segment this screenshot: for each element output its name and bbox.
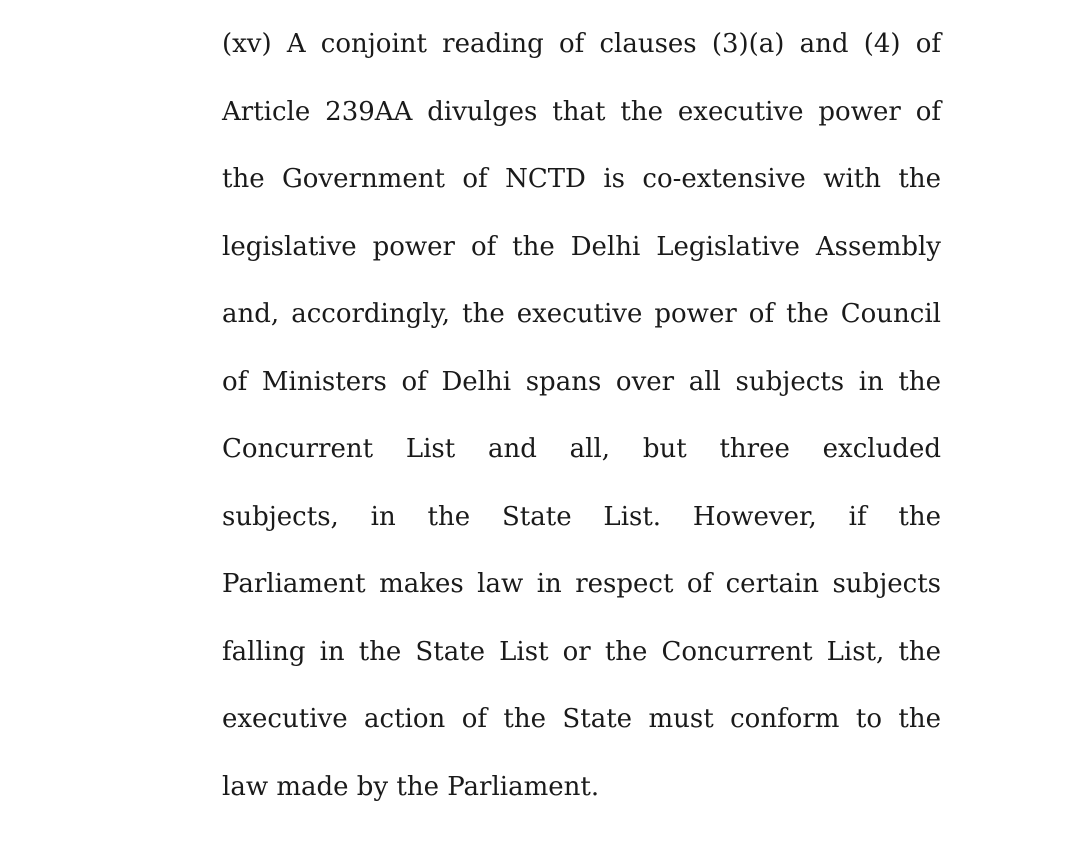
- text-line: executive action of the State must conform to the: [222, 704, 941, 734]
- text-line: the Government of NCTD is co-extensive with the: [222, 164, 941, 194]
- text-line: subjects, in the State List. However, if the: [222, 501, 941, 532]
- text-line: of Ministers of Delhi spans over all subjects in the: [222, 366, 941, 397]
- text-line: legislative power of the Delhi Legislative Assembly: [222, 231, 941, 262]
- paragraph-xv: [222, 22, 941, 832]
- text-line: Parliament makes law in respect of certain subjects: [222, 569, 941, 599]
- text-line: falling in the State List or the Concurrent List, the: [222, 636, 941, 667]
- text-line: Concurrent List and all, but three excluded: [222, 434, 941, 464]
- text-line: (xv) A conjoint reading of clauses (3)(a) and (4) of: [222, 29, 941, 59]
- text-line-last: law made by the Parliament.: [222, 771, 600, 802]
- text-line: and, accordingly, the executive power of the Council: [222, 299, 941, 329]
- text-line: Article 239AA divulges that the executive power of: [222, 96, 941, 127]
